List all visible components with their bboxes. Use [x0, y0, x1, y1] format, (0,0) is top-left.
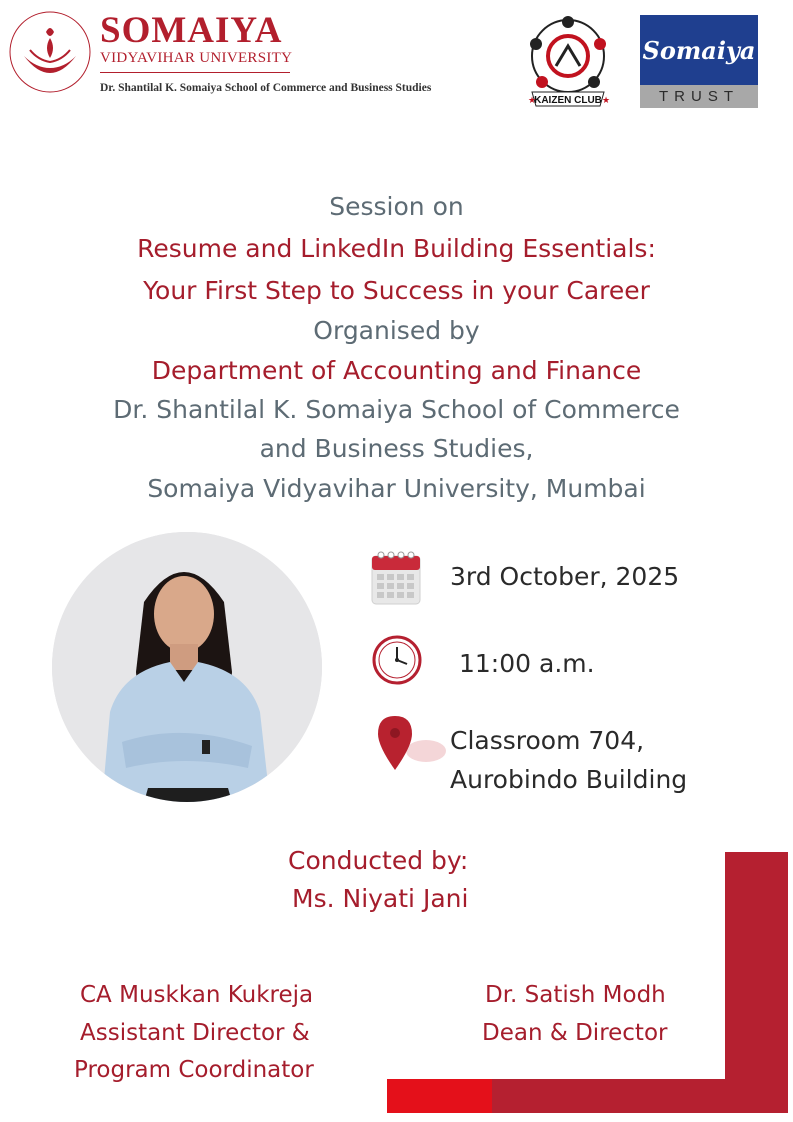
school-line3: Somaiya Vidyavihar University, Mumbai — [147, 474, 646, 503]
kaizen-club-logo — [512, 10, 624, 115]
coordinator-name: CA Muskkan Kukreja — [80, 982, 314, 1008]
venue-line2: Aurobindo Building — [450, 765, 688, 794]
coordinator-role-line1: Assistant Director & — [80, 1020, 310, 1046]
trust-label: TRUST — [640, 85, 758, 108]
kaizen-emblem-icon — [512, 10, 624, 115]
speaker-name: Ms. Niyati Jani — [292, 884, 469, 913]
session-intro: Session on — [329, 192, 464, 221]
calendar-icon — [371, 550, 421, 605]
session-title-line2: Your First Step to Success in your Career — [143, 276, 650, 305]
venue-line1: Classroom 704, — [450, 726, 645, 755]
svg-text:KAIZEN CLUB: KAIZEN CLUB — [534, 95, 602, 106]
svg-text:★: ★ — [602, 96, 611, 106]
dean-role: Dean & Director — [482, 1020, 668, 1046]
svg-text:★: ★ — [528, 96, 537, 106]
speaker-portrait — [52, 532, 322, 802]
department-name: Department of Accounting and Finance — [151, 356, 642, 385]
organised-by-label: Organised by — [313, 316, 480, 345]
school-line1: Dr. Shantilal K. Somaiya School of Commerce — [113, 395, 680, 424]
coordinator-role-line2: Program Coordinator — [74, 1057, 314, 1083]
school-line2: and Business Studies, — [259, 434, 534, 463]
somaiya-trust-logo — [640, 15, 758, 108]
trust-wordmark: Somaiya — [640, 15, 758, 85]
speaker-photo — [52, 532, 322, 802]
header-divider — [100, 72, 290, 73]
university-subtitle: VIDYAVIHAR UNIVERSITY — [100, 50, 293, 66]
map-pin-icon — [374, 714, 448, 772]
session-title-line1: Resume and LinkedIn Building Essentials: — [137, 234, 656, 263]
clock-icon — [371, 634, 423, 686]
event-date: 3rd October, 2025 — [450, 562, 680, 591]
conducted-by-label: Conducted by: — [288, 846, 469, 875]
decorative-red-bar-vertical — [725, 852, 788, 1113]
event-time: 11:00 a.m. — [459, 649, 595, 678]
dean-name: Dr. Satish Modh — [485, 982, 666, 1008]
decorative-red-bar-horizontal — [492, 1079, 788, 1113]
somaiya-university-logo — [8, 10, 92, 94]
decorative-red-bar-bright — [387, 1079, 492, 1113]
school-name-header: Dr. Shantilal K. Somaiya School of Commerce and Business Studies — [100, 82, 432, 94]
university-name: SOMAIYA — [100, 10, 283, 51]
